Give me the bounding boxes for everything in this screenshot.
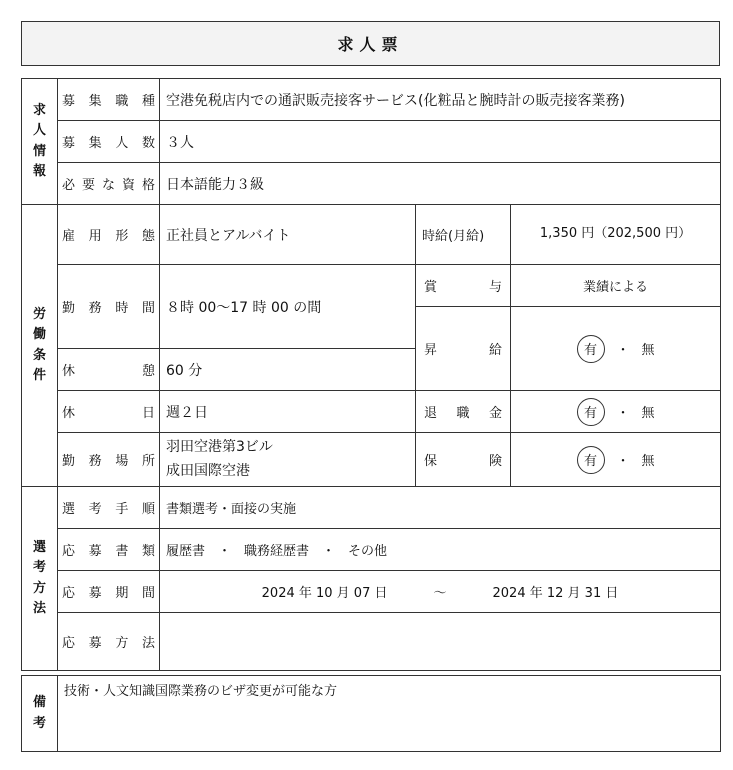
procedure-value: 書類選考・面接の実施	[160, 487, 721, 529]
period-end: 2024 年 12 月 31 日	[492, 586, 619, 601]
yes-circled: 有	[577, 398, 605, 426]
retirement-label: 退 職 金	[416, 391, 511, 433]
retirement-value: 有 ・ 無	[511, 391, 721, 433]
procedure-label: 選 考 手 順	[58, 487, 160, 529]
headcount-value: ３人	[160, 121, 721, 163]
period-value	[160, 571, 721, 613]
employment-label: 雇 用 形 態	[58, 205, 160, 265]
bonus-value: 業績による	[511, 265, 721, 307]
raise-label: 昇 給	[416, 307, 511, 391]
yes-circled: 有	[577, 335, 605, 363]
yes-circled: 有	[577, 446, 605, 474]
employment-value: 正社員とアルバイト	[160, 205, 416, 265]
section-selection: 選 考 方 法	[22, 487, 58, 671]
period-separator: ～	[433, 586, 447, 601]
headcount-label: 募 集 人 数	[58, 121, 160, 163]
wage-label: 時給(月給)	[416, 205, 511, 265]
location-line-2: 成田国際空港	[166, 462, 250, 479]
job-posting-table	[21, 78, 721, 671]
qualification-value: 日本語能力３級	[160, 163, 721, 205]
location-line-1: 羽田空港第3ビル	[166, 439, 273, 456]
method-value	[160, 613, 721, 671]
section-job-info: 求 人 情 報	[22, 79, 58, 205]
documents-label: 応 募 書 類	[58, 529, 160, 571]
period-label: 応 募 期 間	[58, 571, 160, 613]
break-label: 休 憩	[58, 349, 160, 391]
raise-value: 有 ・ 無	[511, 307, 721, 391]
insurance-label: 保 険	[416, 433, 511, 487]
bonus-label: 賞 与	[416, 265, 511, 307]
holiday-value: 週２日	[160, 391, 416, 433]
insurance-value: 有 ・ 無	[511, 433, 721, 487]
notes-table	[21, 675, 721, 752]
location-label: 勤 務 場 所	[58, 433, 160, 487]
method-label: 応 募 方 法	[58, 613, 160, 671]
occupation-label: 募 集 職 種	[58, 79, 160, 121]
occupation-value: 空港免税店内での通訳販売接客サービス(化粧品と腕時計の販売接客業務)	[160, 79, 721, 121]
section-conditions: 労 働 条 件	[22, 205, 58, 487]
wage-value: 1,350 円（202,500 円）	[511, 205, 721, 265]
title-text: 求人票	[337, 35, 404, 54]
holiday-label: 休 日	[58, 391, 160, 433]
period-start: 2024 年 10 月 07 日	[261, 586, 388, 601]
documents-value: 履歴書 ・ 職務経歴書 ・ その他	[160, 529, 721, 571]
hours-value: ８時 00～17 時 00 の間	[160, 265, 416, 349]
section-notes: 備 考	[22, 676, 58, 752]
hours-label: 勤 務 時 間	[58, 265, 160, 349]
notes-text: 技術・人文知識国際業務のビザ変更が可能な方	[58, 676, 721, 752]
page-title	[21, 21, 720, 66]
location-value	[160, 433, 416, 487]
break-value: 60 分	[160, 349, 416, 391]
qualification-label: 必 要 な 資 格	[58, 163, 160, 205]
